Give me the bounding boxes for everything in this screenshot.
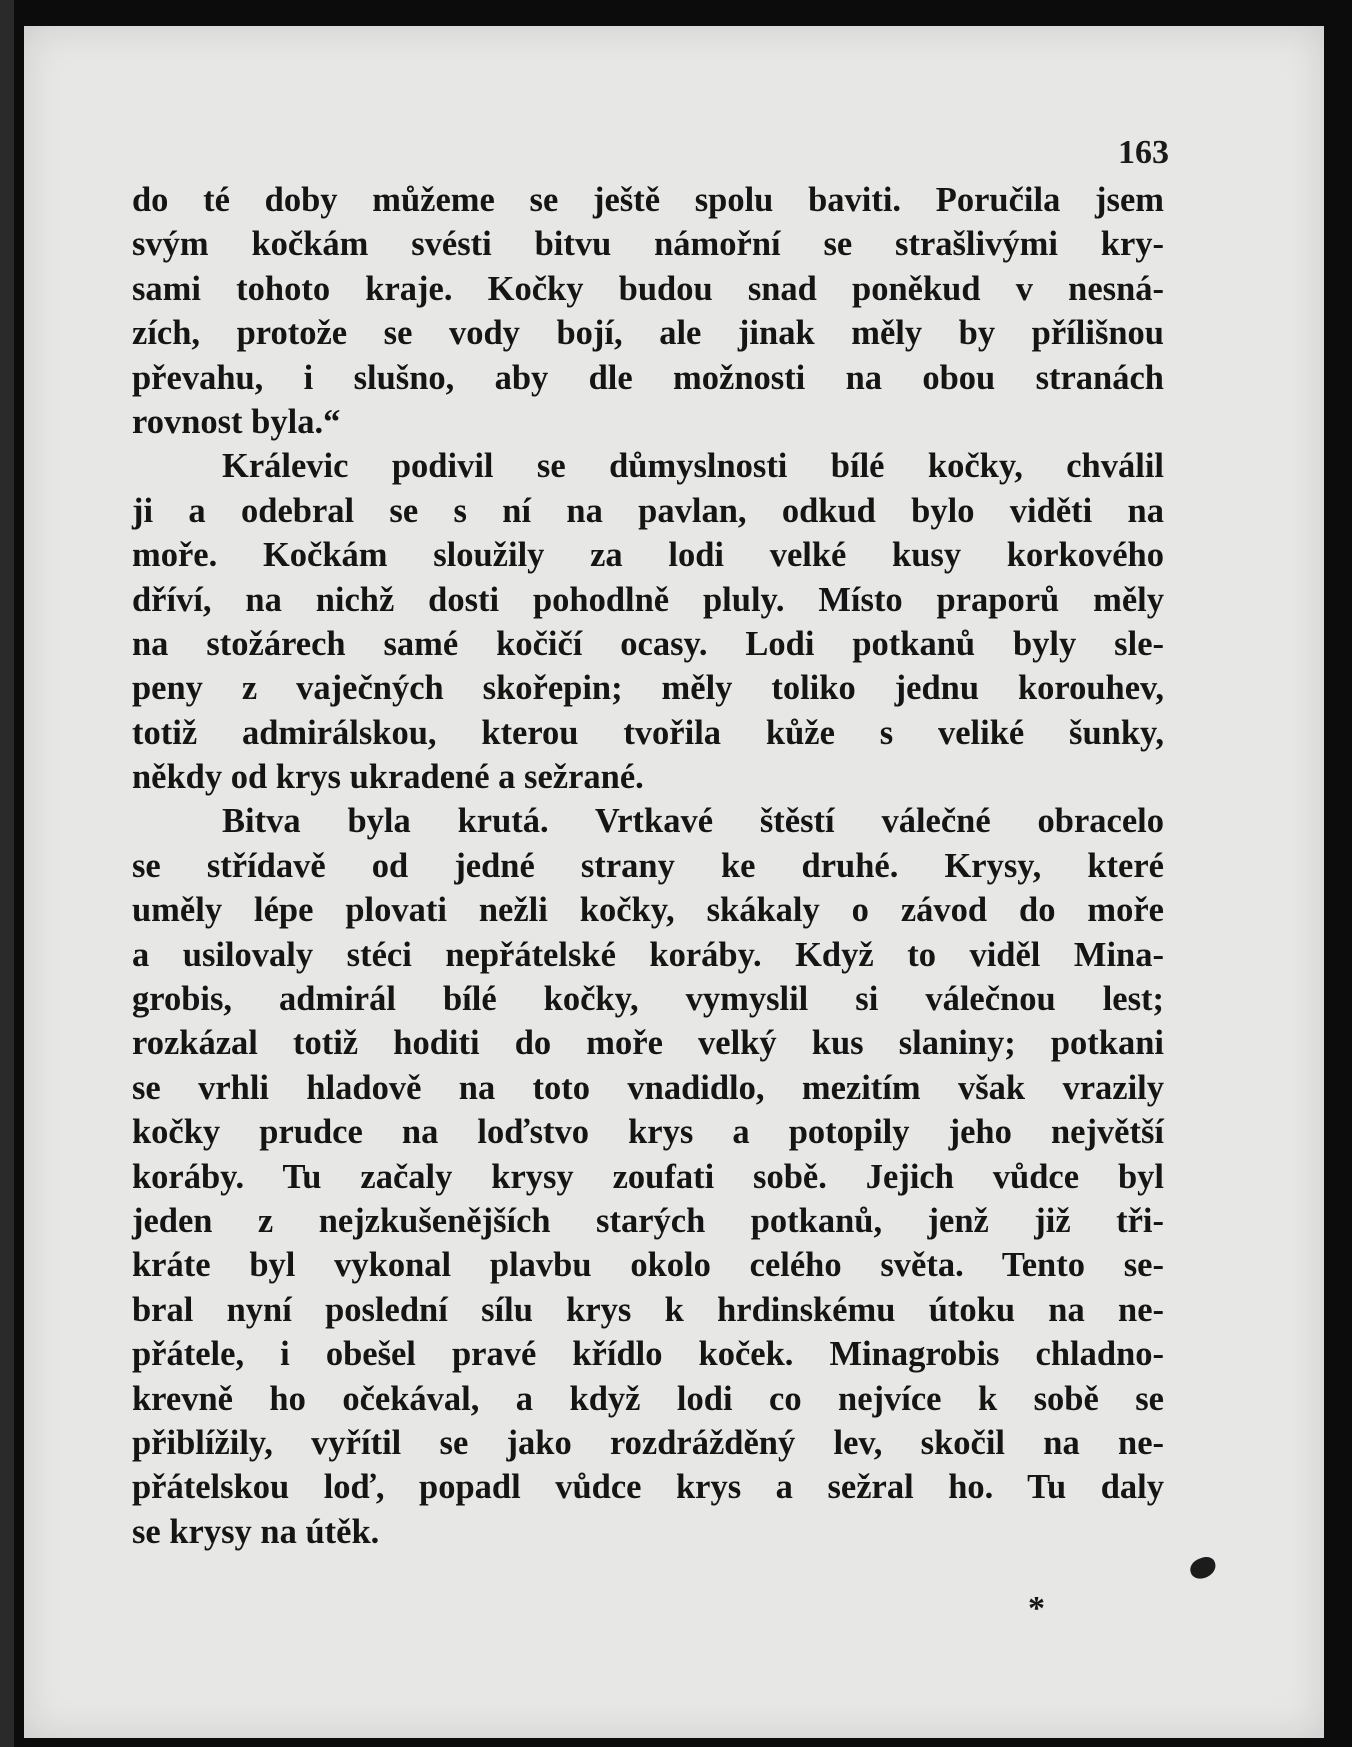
text-line: na stožárech samé kočičí ocasy. Lodi potkanů byly sle- — [132, 624, 1164, 663]
text-line: převahu, i slušno, aby dle možnosti na obou stranách — [132, 358, 1164, 397]
text-line: svým kočkám svésti bitvu námořní se strašlivými kry- — [132, 225, 1164, 264]
section-asterisk: * — [1028, 1590, 1045, 1627]
text-line: kráte byl vykonal plavbu okolo celého světa. Tento se- — [132, 1246, 1164, 1285]
text-line: uměly lépe plovati nežli kočky, skákaly o závod do moře — [132, 891, 1164, 930]
scan-edge — [0, 0, 14, 1747]
text-line: zích, protože se vody bojí, ale jinak měly by přílišnou — [132, 314, 1164, 353]
text-line: moře. Kočkám sloužily za lodi velké kusy korkového — [132, 536, 1164, 575]
text-line: do té doby můžeme se ještě spolu baviti. Poručila jsem — [132, 181, 1164, 219]
text-line: ji a odebral se s ní na pavlan, odkud bylo viděti na — [132, 491, 1164, 530]
text-line: a usilovaly stéci nepřátelské koráby. Když to viděl Mina- — [132, 935, 1164, 974]
text-line: se krysy na útěk. — [132, 1512, 380, 1551]
text-line: dříví, na nichž dosti pohodlně pluly. Místo praporů měly — [132, 580, 1164, 619]
text-line: totiž admirálskou, kterou tvořila kůže s veliké šunky, — [132, 713, 1164, 752]
body-text — [132, 178, 1164, 1554]
text-line: sami tohoto kraje. Kočky budou snad poněkud v nesná- — [132, 269, 1164, 308]
text-line: rozkázal totiž hoditi do moře velký kus slaniny; potkani — [132, 1024, 1164, 1063]
text-line: grobis, admirál bílé kočky, vymyslil si válečnou lest; — [132, 980, 1164, 1019]
text-line: jeden z nejzkušenějších starých potkanů, jenž již tři- — [132, 1201, 1164, 1240]
text-line: přátele, i obešel pravé křídlo koček. Minagrobis chladno- — [132, 1335, 1164, 1374]
text-line: přiblížily, vyřítil se jako rozdrážděný lev, skočil na ne- — [132, 1423, 1164, 1462]
text-line: Králevic podivil se důmyslnosti bílé kočky, chválil — [222, 447, 1164, 486]
text-line: krevně ho očekával, a když lodi co nejvíce k sobě se — [132, 1379, 1164, 1418]
text-line: se vrhli hladově na toto vnadidlo, mezitím však vrazily — [132, 1068, 1164, 1107]
ink-blot — [1188, 1554, 1219, 1581]
text-line: někdy od krys ukradené a sežrané. — [132, 758, 644, 797]
text-line: koráby. Tu začaly krysy zoufati sobě. Jejich vůdce byl — [132, 1157, 1164, 1196]
page-number: 163 — [1118, 134, 1169, 171]
text-line: peny z vaječných skořepin; měly toliko jednu korouhev, — [132, 669, 1164, 708]
text-line: se střídavě od jedné strany ke druhé. Krysy, které — [132, 846, 1164, 885]
text-line: přátelskou loď, popadl vůdce krys a sežral ho. Tu daly — [132, 1468, 1164, 1507]
text-line: rovnost byla.“ — [132, 402, 341, 441]
text-line: kočky prudce na loďstvo krys a potopily jeho největší — [132, 1113, 1164, 1152]
text-line: bral nyní poslední sílu krys k hrdinskému útoku na ne- — [132, 1290, 1164, 1329]
text-line: Bitva byla krutá. Vrtkavé štěstí válečné obracelo — [222, 802, 1164, 841]
